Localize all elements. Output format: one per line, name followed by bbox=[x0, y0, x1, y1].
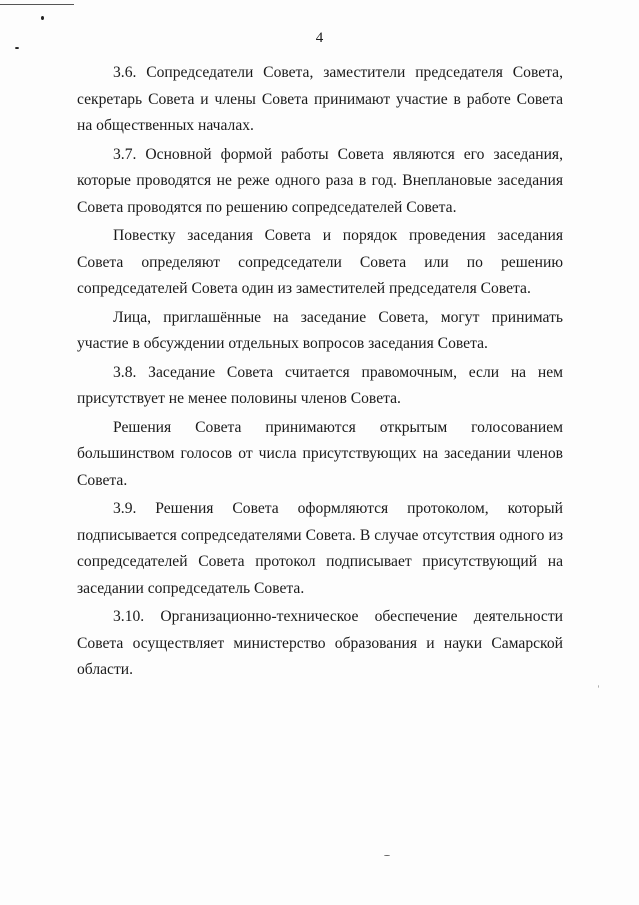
paragraph-invited bbox=[77, 305, 563, 358]
clause-number: 3.8. bbox=[113, 363, 137, 381]
document-body bbox=[77, 60, 563, 684]
paragraph-3-7 bbox=[77, 142, 563, 222]
paragraph-agenda bbox=[77, 223, 563, 303]
paragraph-text: Решения Совета принимаются открытым голосованием большинством голосов от числа присутствующих на заседании членов Совета. bbox=[77, 418, 563, 489]
clause-number: 3.10. bbox=[113, 608, 145, 625]
scan-speck bbox=[41, 16, 44, 20]
paragraph-3-6 bbox=[77, 60, 563, 140]
scan-speck bbox=[15, 47, 19, 49]
scan-speck bbox=[384, 855, 390, 856]
page-number: 4 bbox=[315, 30, 324, 46]
paragraph-3-10 bbox=[77, 604, 563, 684]
clause-number: 3.7. bbox=[113, 145, 137, 163]
paragraph-3-9 bbox=[77, 496, 563, 602]
clause-number: 3.9. bbox=[113, 500, 137, 517]
clause-number: 3.6. bbox=[113, 64, 137, 81]
paragraph-decisions bbox=[77, 415, 563, 495]
paragraph-text: Основной формой работы Совета являются его заседания, которые проводятся не реже одного раза в год. Внеплановые заседания Совета проводятся по решению сопредседателей Совета. bbox=[77, 145, 564, 216]
paragraph-text: Заседание Совета считается правомочным, если на нем присутствует не менее половины членов Совета. bbox=[77, 363, 563, 407]
paragraph-text: Сопредседатели Совета, заместители председателя Совета, секретарь Совета и члены Совета принимают участие в работе Совета на общественных началах. bbox=[77, 64, 563, 134]
paragraph-text: Повестку заседания Совета и порядок проведения заседания Совета определяют сопредседатели Совета или по решению сопредседателей Совета один из заместителей председателя Совета. bbox=[77, 227, 563, 297]
scan-speck bbox=[598, 685, 599, 688]
paragraph-text: Организационно-техническое обеспечение деятельности Совета осуществляет министерство образования и науки Самарской области. bbox=[77, 608, 564, 678]
paragraph-text: Решения Совета оформляются протоколом, который подписывается сопредседателями Совета. В случае отсутствия одного из сопредседателей Совета протокол подписывает присутствующий на заседании сопредседатель Совета. bbox=[77, 500, 563, 597]
scan-edge-line bbox=[0, 4, 74, 5]
paragraph-3-8 bbox=[77, 360, 563, 413]
paragraph-text: Лица, приглашённые на заседание Совета, могут принимать участие в обсуждении отдельных вопросов заседания Совета. bbox=[77, 308, 563, 352]
